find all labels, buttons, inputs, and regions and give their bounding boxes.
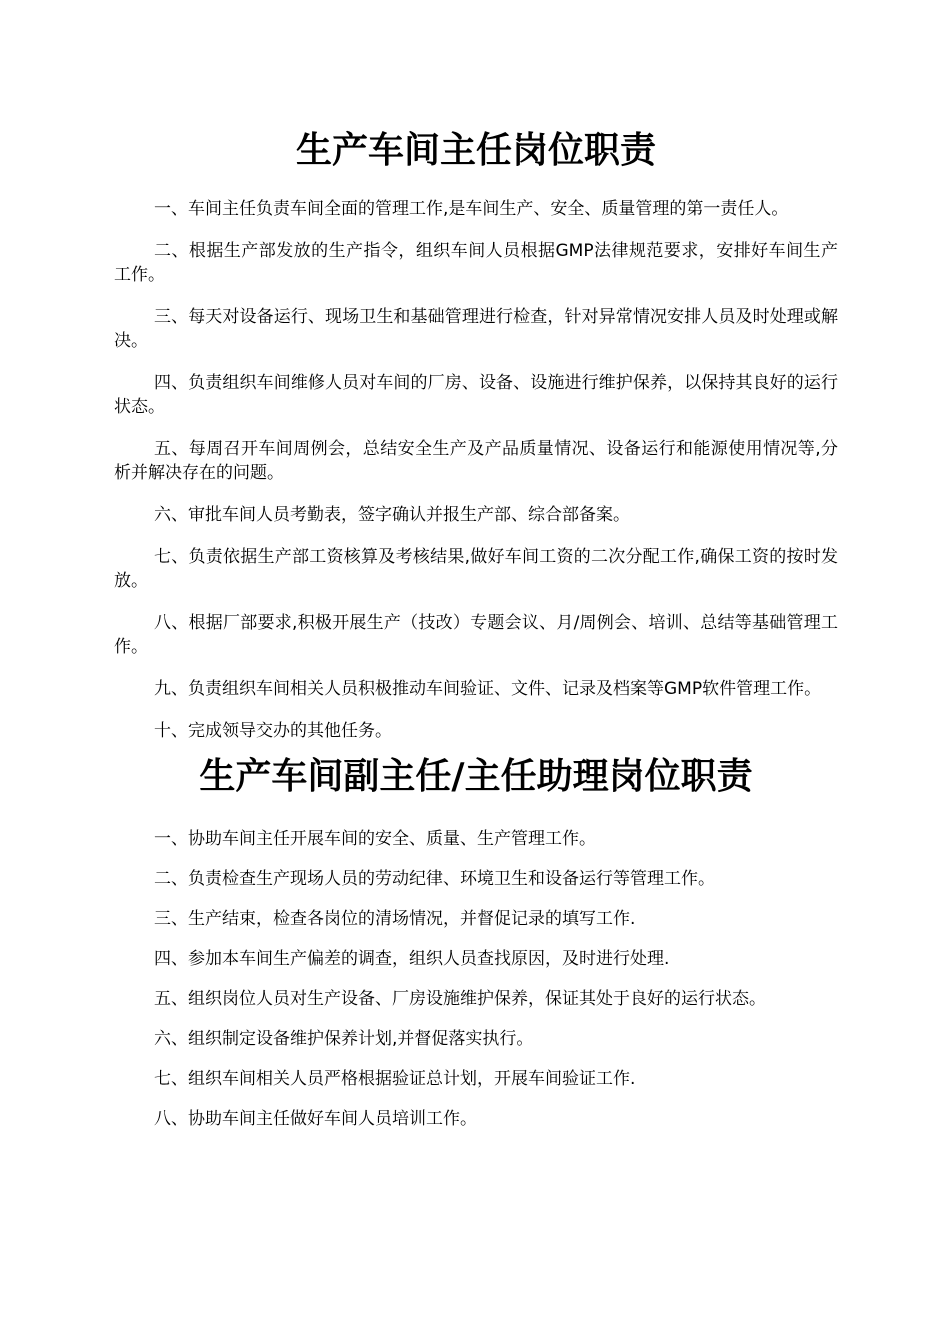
section-2-item: 一、协助车间主任开展车间的安全、质量、生产管理工作。: [154, 829, 596, 849]
section-2-item: 八、协助车间主任做好车间人员培训工作。: [154, 1109, 477, 1129]
section-1-title: 生产车间主任岗位职责: [295, 130, 656, 171]
section-1-item: 十、完成领导交办的其他任务。: [154, 721, 392, 741]
section-1-item: 三、每天对设备运行、现场卫生和基础管理进行检查，针对异常情况安排人员及时处理或解决。: [114, 307, 838, 351]
section-2-item: 二、负责检查生产现场人员的劳动纪律、环境卫生和设备运行等管理工作。: [154, 869, 715, 889]
section-2-item: 三、生产结束，检查各岗位的清场情况，并督促记录的填写工作.: [154, 909, 636, 929]
section-1-item: 七、负责依据生产部工资核算及考核结果,做好车间工资的二次分配工作,确保工资的按时发放。: [114, 547, 838, 591]
section-2-title: 生产车间副主任/主任助理岗位职责: [199, 756, 753, 797]
section-2-item: 七、组织车间相关人员严格根据验证总计划，开展车间验证工作.: [154, 1069, 636, 1089]
section-1-item: 八、根据厂部要求,积极开展生产（技改）专题会议、月/周例会、培训、总结等基础管理工作。: [114, 613, 838, 657]
section-1-item: 二、根据生产部发放的生产指令，组织车间人员根据GMP法律规范要求，安排好车间生产工作。: [114, 241, 838, 285]
section-1-item: 五、每周召开车间周例会，总结安全生产及产品质量情况、设备运行和能源使用情况等,分析并解决存在的问题。: [114, 439, 838, 483]
section-2-item: 四、参加本车间生产偏差的调查，组织人员查找原因，及时进行处理.: [154, 949, 670, 969]
section-1-item: 六、审批车间人员考勤表，签字确认并报生产部、综合部备案。: [154, 505, 630, 525]
document-page: [114, 125, 838, 1147]
section-1-item: 四、负责组织车间维修人员对车间的厂房、设备、设施进行维护保养，以保持其良好的运行状态。: [114, 373, 838, 417]
section-2-item: 六、组织制定设备维护保养计划,并督促落实执行。: [154, 1029, 534, 1049]
section-1-item: 九、负责组织车间相关人员积极推动车间验证、文件、记录及档案等GMP软件管理工作。: [154, 679, 822, 699]
section-2-item: 五、组织岗位人员对生产设备、厂房设施维护保养，保证其处于良好的运行状态。: [154, 989, 766, 1009]
section-2-duties: [114, 827, 838, 1131]
section-1-item: 一、车间主任负责车间全面的管理工作,是车间生产、安全、质量管理的第一责任人。: [154, 199, 789, 219]
section-1-duties: [114, 197, 838, 743]
